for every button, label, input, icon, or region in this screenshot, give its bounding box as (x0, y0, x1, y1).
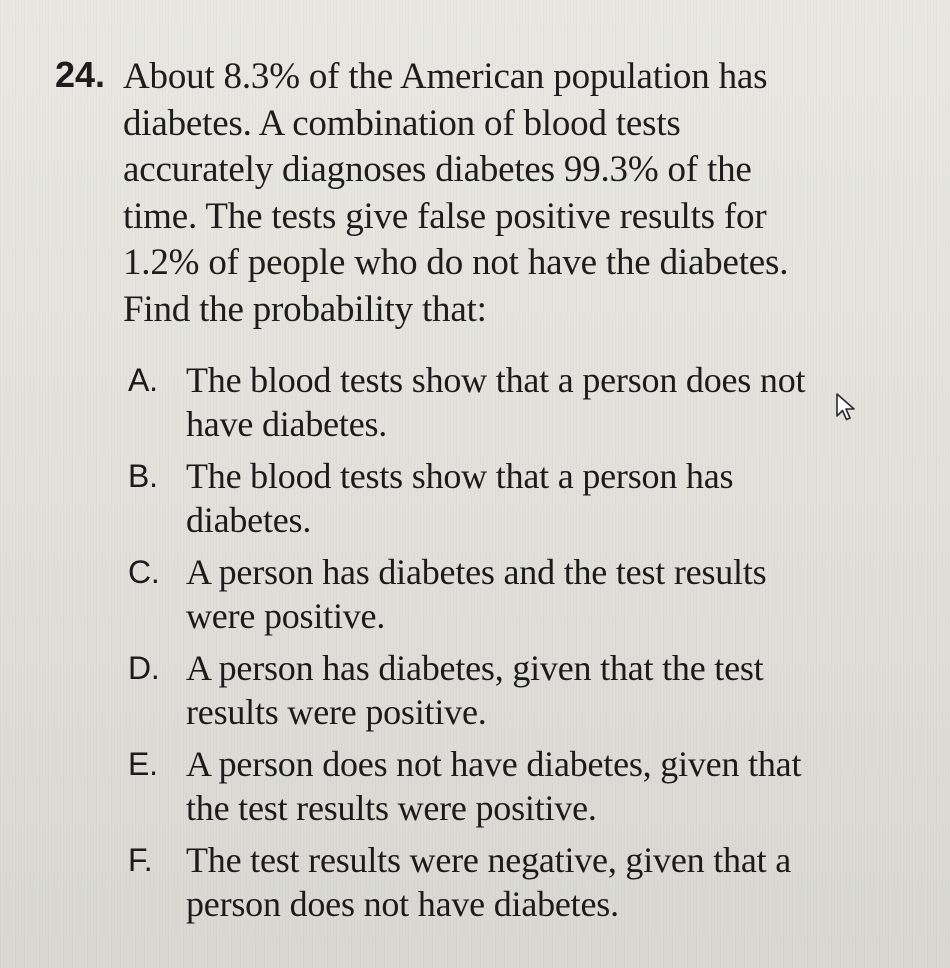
part-f-text: The test results were negative, given that a person does not have diabetes. (186, 840, 791, 924)
problem-parts-list (128, 358, 808, 934)
part-c-text: A person has diabetes and the test results were positive. (186, 552, 767, 636)
part-f (128, 838, 808, 926)
problem-number: 24. (55, 54, 106, 95)
part-b (128, 454, 808, 542)
part-e (128, 742, 808, 830)
part-a-letter: A. (128, 362, 158, 398)
part-d-letter: D. (128, 650, 160, 686)
part-d (128, 646, 808, 734)
part-b-letter: B. (128, 458, 158, 494)
problem-statement: About 8.3% of the American population has diabetes. A combination of blood tests accurately diagnoses diabetes 99.3% of the time. The tests give false positive results for 1.2% of people who do not have the diabetes. Find the probability that: (123, 56, 789, 330)
part-c-letter: C. (128, 554, 160, 590)
part-d-text: A person has diabetes, given that the test results were positive. (186, 648, 764, 732)
part-c (128, 550, 808, 638)
pointer-cursor-icon (834, 392, 860, 422)
part-a-text: The blood tests show that a person does not have diabetes. (186, 360, 806, 444)
part-e-text: A person does not have diabetes, given that the test results were positive. (186, 744, 802, 828)
part-a (128, 358, 808, 446)
part-e-letter: E. (128, 746, 158, 782)
part-f-letter: F. (128, 842, 153, 878)
part-b-text: The blood tests show that a person has diabetes. (186, 456, 734, 540)
